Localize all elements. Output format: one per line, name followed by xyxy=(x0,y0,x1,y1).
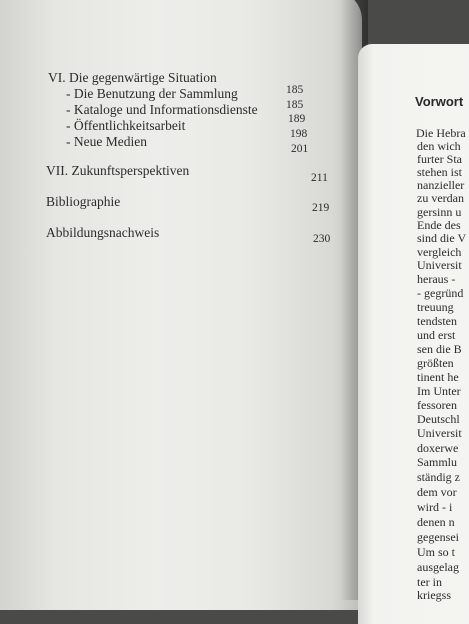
text-line: fessoren xyxy=(417,398,457,412)
toc-entry-page: 185 xyxy=(286,99,304,111)
text-line: nanzieller xyxy=(417,178,465,192)
text-line: den wich xyxy=(417,139,461,153)
text-line: Deutschl xyxy=(417,412,460,426)
toc-entry-page: 185 xyxy=(286,84,304,96)
toc-entry-label: - Öffentlichkeitsarbeit xyxy=(66,118,186,133)
text-line: gersinn u xyxy=(417,205,462,219)
text-line: dem vor xyxy=(417,485,457,499)
toc-entry-label: - Kataloge und Informationsdienste xyxy=(66,102,258,117)
text-line: vergleich xyxy=(417,245,462,259)
text-line: stehen ist xyxy=(417,165,462,179)
text-line: Um so t xyxy=(417,545,456,559)
toc-entry-label: VI. Die gegenwärtige Situation xyxy=(48,70,217,85)
text-line: wird - i xyxy=(417,500,453,514)
toc-entry-page: 219 xyxy=(312,202,330,214)
text-line: tinent he xyxy=(417,370,459,384)
text-line: Im Unter xyxy=(417,384,461,398)
toc-entry-page: 201 xyxy=(291,143,309,155)
toc-entry-page: 189 xyxy=(288,113,306,125)
page-heading: Vorwort xyxy=(415,94,464,109)
text-line: und erst xyxy=(417,328,456,342)
toc-entry-page: 198 xyxy=(290,128,308,140)
toc-entry-page: 211 xyxy=(311,172,328,184)
text-line: ausgelag xyxy=(417,560,459,574)
text-line: kriegss xyxy=(417,588,451,602)
text-line: Ende des xyxy=(417,218,461,232)
toc-entry-label: - Die Benutzung der Sammlung xyxy=(66,86,238,101)
text-line: größten xyxy=(417,356,454,370)
toc-entry-label: Bibliographie xyxy=(46,194,121,209)
text-line: gegensei xyxy=(417,530,459,544)
text-line: doxerwe xyxy=(417,441,459,455)
text-line: Sammlu xyxy=(417,455,458,469)
text-line: ständig z xyxy=(417,470,460,484)
toc-entry-label: VII. Zukunftsperspektiven xyxy=(46,163,190,178)
text-line: Universit xyxy=(417,426,462,440)
text-line: furter Sta xyxy=(417,152,462,166)
text-line: Universit xyxy=(417,258,462,272)
text-line: ter in xyxy=(417,575,442,589)
text-line: treuung xyxy=(417,300,454,314)
text-line: sen die B xyxy=(417,342,462,356)
text-line: tendsten xyxy=(417,314,457,328)
text-line: Die Hebra xyxy=(416,126,466,140)
text-line: denen n xyxy=(417,515,455,529)
toc-entry-page: 230 xyxy=(313,233,331,245)
text-line: - gegründ xyxy=(417,286,464,300)
text-line: sind die V xyxy=(417,231,467,245)
toc-entry-label: - Neue Medien xyxy=(66,134,147,149)
text-line: heraus - xyxy=(417,272,456,286)
toc-entry-label: Abbildungsnachweis xyxy=(46,225,160,240)
text-line: zu verdan xyxy=(417,191,464,205)
